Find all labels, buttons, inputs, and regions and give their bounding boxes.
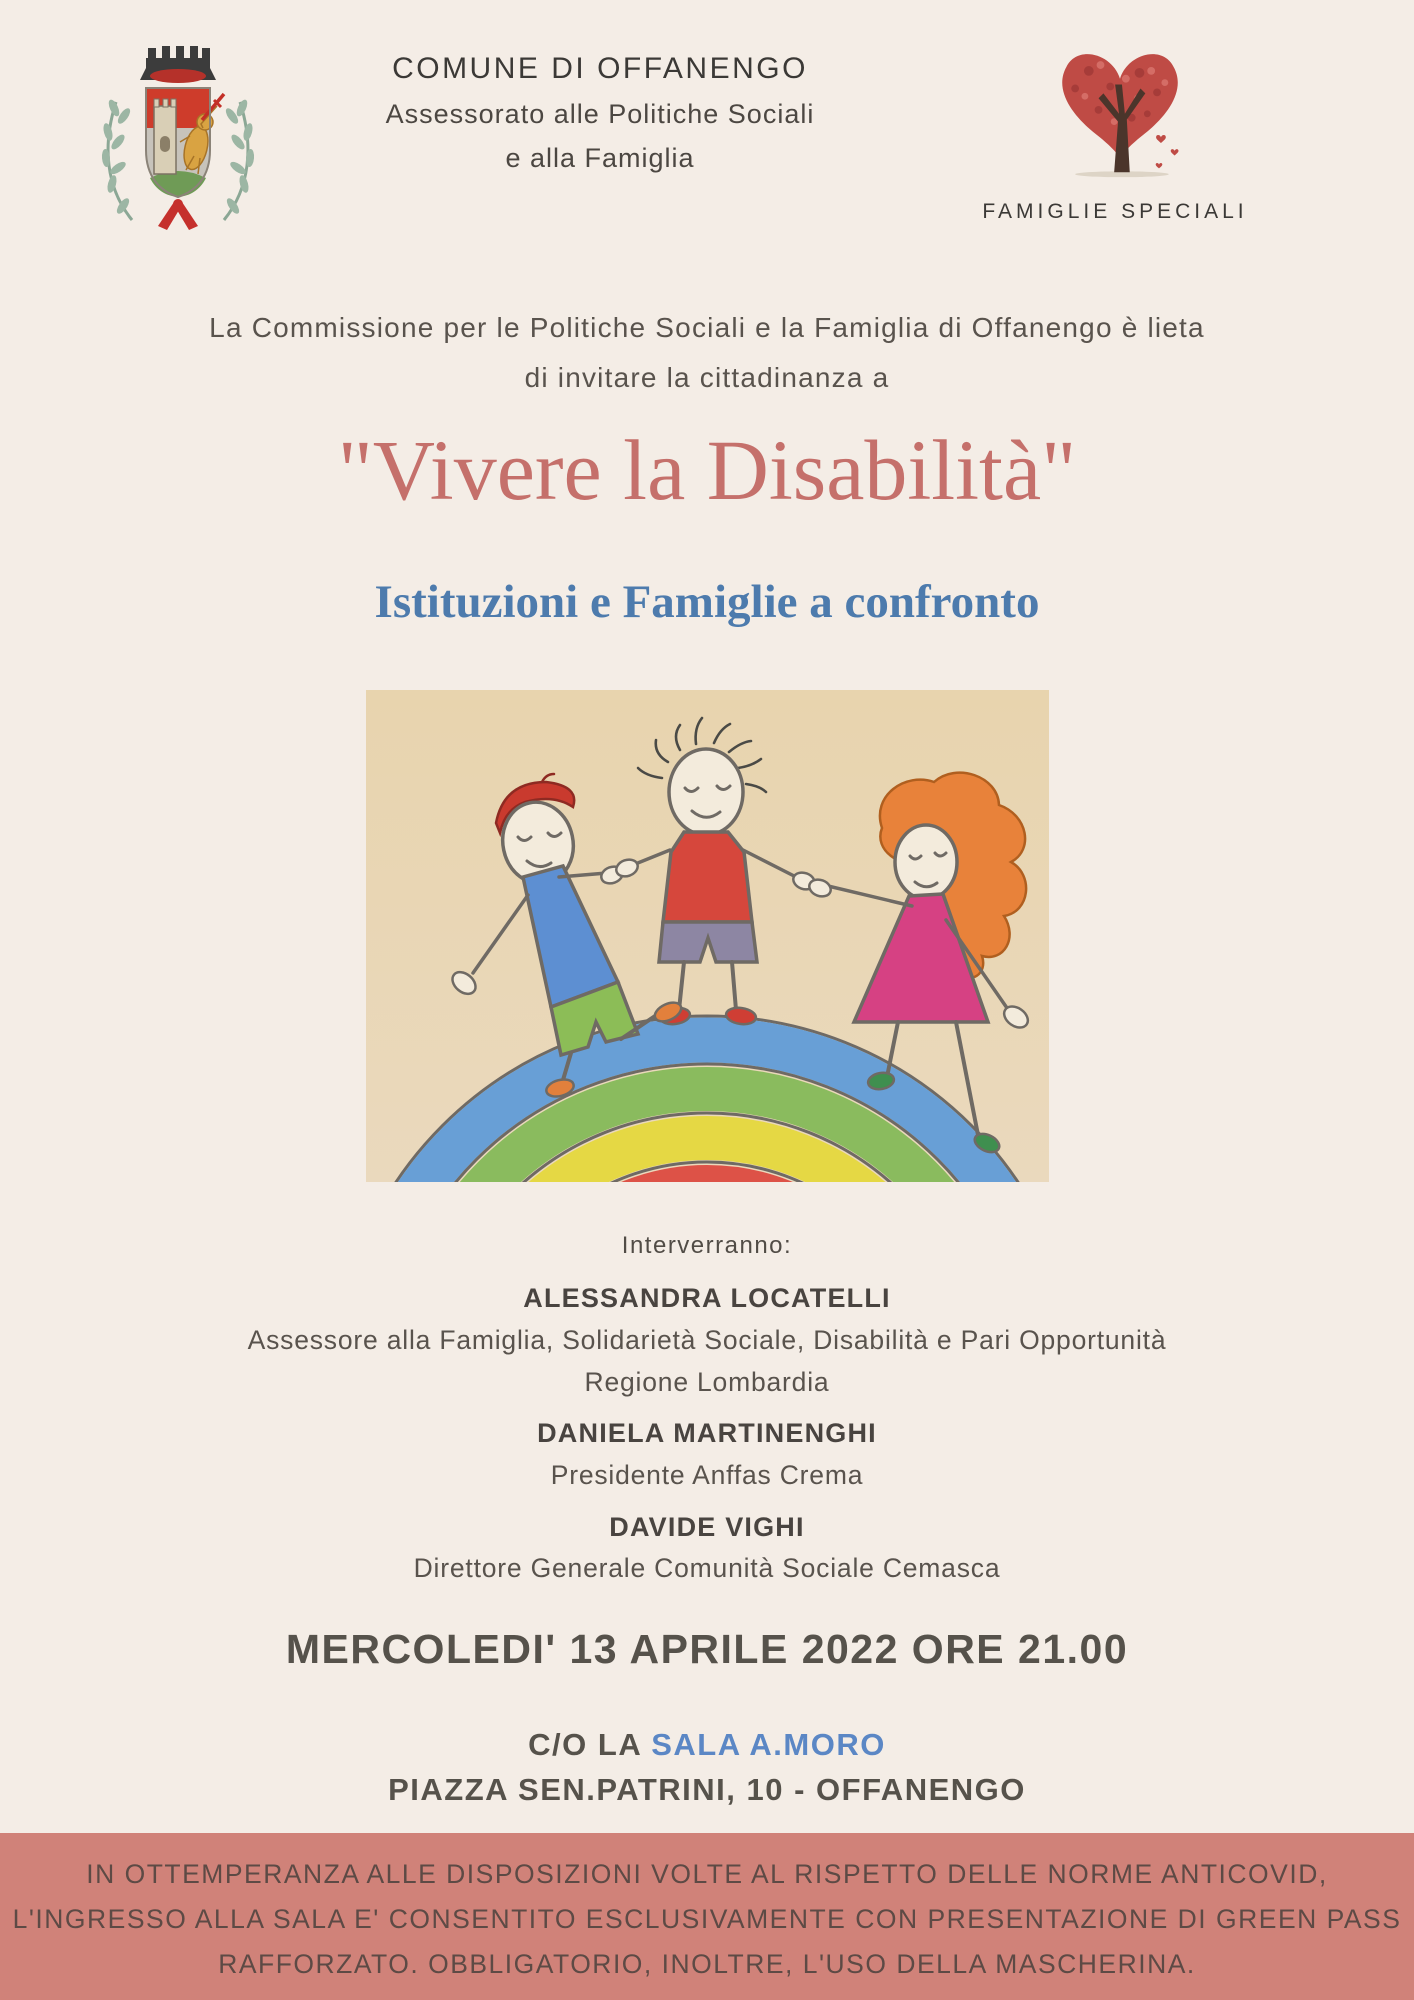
covid-notice-line-3: RAFFORZATO. OBBLIGATORIO, INOLTRE, L'USO DELLA MASCHERINA. <box>218 1949 1196 1979</box>
header-text-block <box>250 52 950 174</box>
heart-tree-icon <box>1042 26 1198 186</box>
department-line-2: e alla Famiglia <box>505 143 695 173</box>
speaker-role: Assessore alla Famiglia, Solidarietà Sociale, Disabilità e Pari Opportunità <box>247 1325 1167 1355</box>
speaker-name: DAVIDE VIGHI <box>609 1512 805 1542</box>
right-logo-label: FAMIGLIE SPECIALI <box>982 200 1248 223</box>
event-address: PIAZZA SEN.PATRINI, 10 - OFFANENGO <box>388 1772 1026 1807</box>
speakers-heading: Interverranno: <box>621 1232 793 1259</box>
covid-notice-line-1: IN OTTEMPERANZA ALLE DISPOSIZIONI VOLTE AL RISPETTO DELLE NORME ANTICOVID, <box>86 1859 1328 1889</box>
event-venue <box>0 1727 1414 1763</box>
event-datetime: MERCOLEDI' 13 APRILE 2022 ORE 21.00 <box>285 1626 1129 1672</box>
covid-notice-line-2: L'INGRESSO ALLA SALA E' CONSENTITO ESCLUSIVAMENTE CON PRESENTAZIONE DI GREEN PASS <box>12 1904 1402 1934</box>
venue-name: SALA A.MORO <box>651 1727 886 1762</box>
speaker-role: Regione Lombardia <box>584 1367 830 1397</box>
covid-notice-banner <box>0 1833 1414 2000</box>
page-title: "Vivere la Disabilità" <box>337 422 1077 518</box>
children-rainbow-illustration <box>366 690 1049 1182</box>
page-subtitle: Istituzioni e Famiglie a confronto <box>374 576 1040 628</box>
speaker-role: Direttore Generale Comunità Sociale Cemasca <box>413 1553 1001 1583</box>
municipality-title: COMUNE DI OFFANENGO <box>392 52 808 85</box>
intro-line-1: La Commissione per le Politiche Sociali e la Famiglia di Offanengo è lieta <box>209 312 1205 343</box>
department-line-1: Assessorato alle Politiche Sociali <box>385 99 815 129</box>
speaker-name: ALESSANDRA LOCATELLI <box>523 1283 891 1313</box>
speaker-role: Presidente Anffas Crema <box>550 1460 864 1490</box>
speaker-name: DANIELA MARTINENGHI <box>537 1418 877 1448</box>
intro-line-2: di invitare la cittadinanza a <box>524 362 890 393</box>
venue-prefix: C/O LA <box>528 1727 652 1762</box>
coat-of-arms-icon <box>90 36 266 230</box>
